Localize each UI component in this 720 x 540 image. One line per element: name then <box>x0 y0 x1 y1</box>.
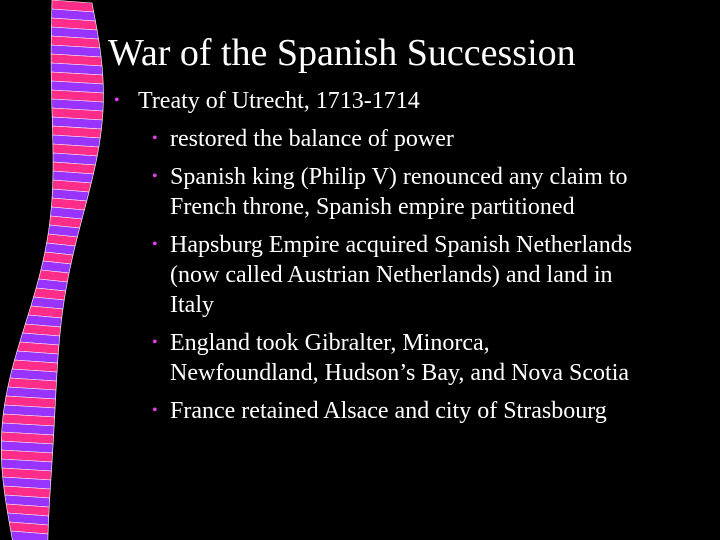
bullet-dot-icon: • <box>114 92 120 109</box>
sub-bullet-line: (now called Austrian Netherlands) and land in <box>170 262 613 288</box>
sub-bullet-line: Hapsburg Empire acquired Spanish Netherlands <box>170 232 633 258</box>
sub-bullet-line: Newfoundland, Hudson’s Bay, and Nova Scotia <box>170 360 630 386</box>
sub-bullet <box>112 162 712 222</box>
bullet-dot-icon: • <box>152 236 158 253</box>
bullet-dot-icon: • <box>152 130 158 147</box>
sub-bullet-line: France retained Alsace and city of Strasbourg <box>170 398 607 424</box>
sub-bullet <box>112 328 712 388</box>
sub-bullet-line: Italy <box>170 292 214 318</box>
main-bullet <box>112 86 712 116</box>
slide-body <box>112 86 712 426</box>
sub-bullet-line: French throne, Spanish empire partitioned <box>170 194 575 220</box>
main-bullet-text: Treaty of Utrecht, 1713-1714 <box>138 88 420 114</box>
sub-bullet-line: Spanish king (Philip V) renounced any claim to <box>170 164 628 190</box>
sub-bullet-line: restored the balance of power <box>170 126 454 152</box>
sub-bullet <box>112 124 712 154</box>
bullet-dot-icon: • <box>152 334 158 351</box>
bullet-dot-icon: • <box>152 168 158 185</box>
sub-bullet <box>112 396 712 426</box>
slide-title: War of the Spanish Succession <box>108 32 576 74</box>
sub-bullet-line: England took Gibralter, Minorca, <box>170 330 490 356</box>
decorative-striped-curve <box>0 0 110 540</box>
sub-bullet <box>112 230 712 320</box>
bullet-dot-icon: • <box>152 402 158 419</box>
